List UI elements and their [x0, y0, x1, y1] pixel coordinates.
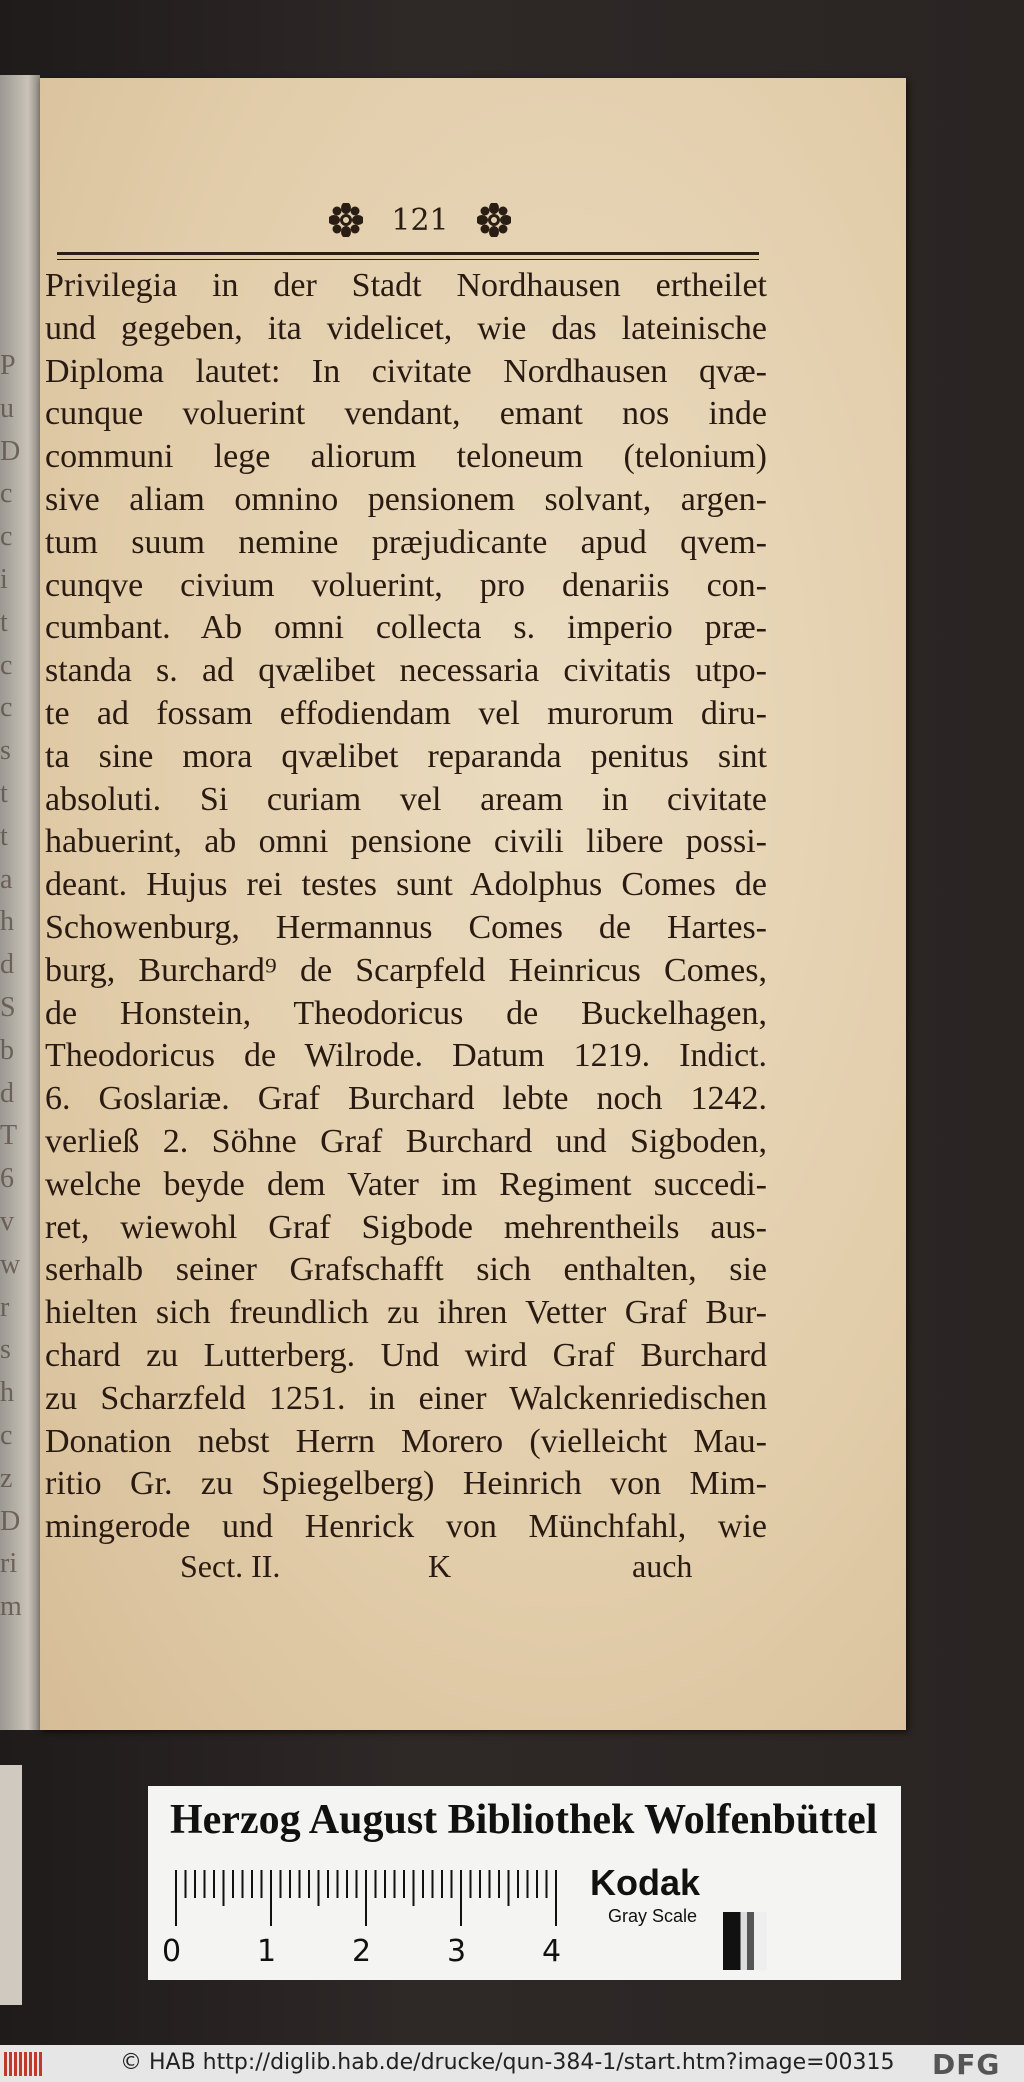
- text-line: Schowenburg, Hermannus Comes de Hartes-: [45, 908, 767, 946]
- footer-bar: [0, 2045, 1024, 2082]
- flower-ornament-icon: [329, 203, 363, 237]
- page-header: [300, 200, 540, 240]
- kodak-logo: Kodak: [590, 1862, 701, 1903]
- text-line: chard zu Lutterberg. Und wird Graf Burchard: [45, 1336, 767, 1374]
- text-line: standa s. ad qvælibet necessaria civitatis utpo-: [45, 652, 767, 690]
- text-line: ret, wiewohl Graf Sigbode mehrentheils aus-: [45, 1208, 767, 1246]
- text-line: absoluti. Si curiam vel aream in civitate: [45, 780, 767, 818]
- gray-scale-label: Gray Scale: [608, 1906, 698, 1926]
- text-line: Diploma lautet: In civitate Nordhausen qvæ-: [45, 352, 767, 390]
- text-line: mingerode und Henrick von Münchfahl, wie: [45, 1508, 767, 1546]
- catchword: auch: [632, 1548, 693, 1584]
- text-line: verließ 2. Söhne Graf Burchard und Sigboden,: [45, 1122, 767, 1160]
- text-line: cumbant. Ab omni collecta s. imperio præ-: [45, 609, 767, 647]
- ruler-number: 0: [162, 1934, 182, 1969]
- copyright-link[interactable]: © HAB http://diglib.hab.de/drucke/qun-384-1/start.htm?image=00315: [120, 2050, 895, 2075]
- text-line: communi lege aliorum teloneum (telonium): [45, 438, 767, 476]
- color-card-edge: [0, 1765, 22, 2005]
- text-line: sive aliam omnino pensionem solvant, argen-: [45, 480, 767, 518]
- header-rule: [57, 252, 759, 260]
- text-line: und gegeben, ita videlicet, wie das lateinische: [45, 309, 767, 347]
- text-line: zu Scharzfeld 1251. in einer Walckenriedischen: [45, 1379, 767, 1417]
- barcode-icon: [4, 2052, 44, 2076]
- page-body-text: [45, 265, 767, 1549]
- text-line: deant. Hujus rei testes sunt Adolphus Comes de: [45, 866, 767, 904]
- color-target-card: [148, 1786, 901, 1980]
- sheet-mark: K: [428, 1548, 452, 1584]
- text-line: Privilegia in der Stadt Nordhausen ertheilet: [45, 267, 767, 304]
- text-line: Donation nebst Herrn Morero (vielleicht Mau-: [45, 1422, 767, 1460]
- text-line: ritio Gr. zu Spiegelberg) Heinrich von Mim-: [45, 1465, 767, 1503]
- previous-page-edge: [0, 75, 40, 1730]
- dfg-logo: DFG: [932, 2048, 1001, 2081]
- text-line: hielten sich freundlich zu ihren Vetter Graf Bur-: [45, 1294, 767, 1332]
- ruler-number: 2: [352, 1934, 372, 1969]
- text-line: serhalb seiner Grafschafft sich enthalten, sie: [45, 1251, 767, 1289]
- signature-mark: Sect. II.: [180, 1548, 281, 1584]
- text-line: cunqve civium voluerint, pro denariis con-: [45, 566, 767, 604]
- page-number: 121: [391, 202, 449, 238]
- text-line: 6. Goslariæ. Graf Burchard lebte noch 1242.: [45, 1080, 767, 1118]
- text-line: burg, Burchard⁹ de Scarpfeld Heinricus Comes,: [45, 951, 767, 989]
- text-line: habuerint, ab omni pensione civili libere possi-: [45, 823, 767, 861]
- library-title: Herzog August Bibliothek Wolfenbüttel: [170, 1797, 878, 1843]
- text-line: tum suum nemine præjudicante apud qvem-: [45, 523, 767, 561]
- gray-scale-patch: [723, 1912, 767, 1970]
- text-line: de Honstein, Theodoricus de Buckelhagen,: [45, 994, 767, 1032]
- previous-page-text: P u D c c i t c c s t t a h d S b d T 6 v w r s h c z D ri m: [0, 350, 22, 1623]
- text-line: ta sine mora qvælibet reparanda penitus sint: [45, 737, 767, 775]
- ruler-number: 1: [257, 1934, 277, 1969]
- text-line: Theodoricus de Wilrode. Datum 1219. Indict.: [45, 1037, 767, 1075]
- ruler-number: 4: [542, 1934, 562, 1969]
- text-line: te ad fossam effodiendam vel murorum diru-: [45, 694, 767, 732]
- flower-ornament-icon: [477, 203, 511, 237]
- ruler-number: 3: [447, 1934, 467, 1969]
- text-line: welche beyde dem Vater im Regiment succedi-: [45, 1165, 767, 1203]
- ruler-scale: [174, 1866, 564, 1926]
- text-line: cunque voluerint vendant, emant nos inde: [45, 395, 767, 433]
